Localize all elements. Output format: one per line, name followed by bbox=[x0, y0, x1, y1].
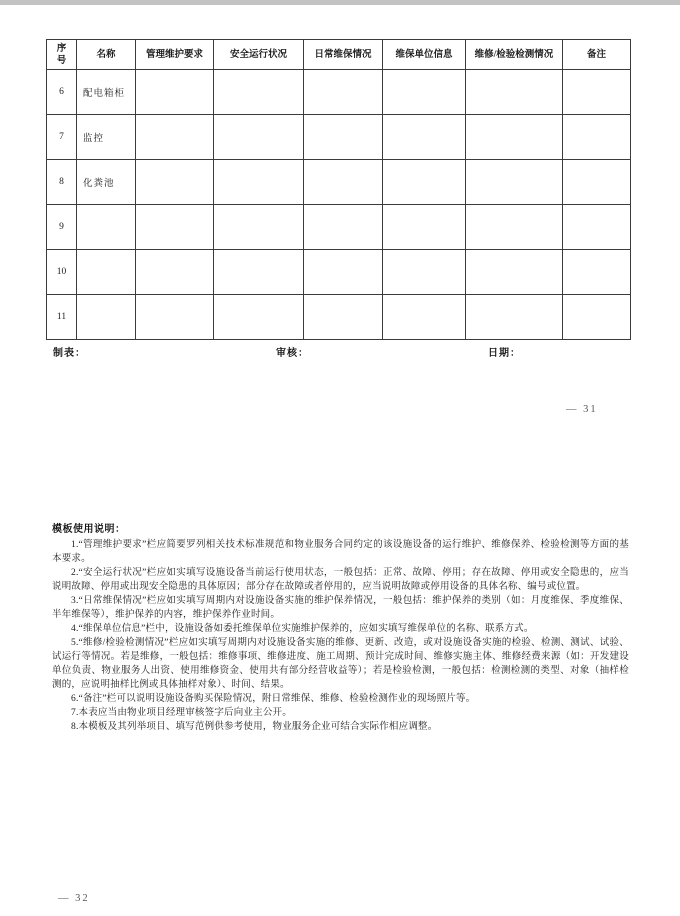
instruction-item: 6.“备注”栏可以说明设施设备购买保险情况，附日常维保、维修、检验检测作业的现场照片等。 bbox=[71, 694, 476, 704]
table-cell bbox=[304, 295, 383, 340]
table-cell bbox=[466, 115, 563, 160]
table-cell bbox=[304, 250, 383, 295]
maker-label: 制表： bbox=[53, 348, 86, 359]
row-number-cell: 6 bbox=[47, 70, 77, 115]
instruction-item: 7.本表应当由物业项目经理审核签字后向业主公开。 bbox=[71, 708, 292, 718]
equipment-name-cell bbox=[77, 250, 136, 295]
table-cell bbox=[563, 115, 631, 160]
instruction-item: 5.“维修/检验检测情况”栏应如实填写周期内对设施设备实施的维修、更新、改造，或对设施设备实施的检验、检测、测试、试验、试运行等情况。若是维修，一般包括：维修事项、维修进度、施工周期、预计完成时间、维修实施主体、维修经费来源（如：开发建设单位负责、物业服务人出资、使用维修资金、使用共有部分经营收益等）；若是检验检测，一般包括：检测检测的类型、对象（抽样检测的，应说明抽样比例或具体抽样对象）、时间、结果。 bbox=[52, 638, 629, 690]
table-cell bbox=[136, 250, 214, 295]
table-cell bbox=[563, 70, 631, 115]
page-top-edge bbox=[0, 0, 680, 5]
table-header-row bbox=[47, 40, 631, 70]
table-cell bbox=[466, 205, 563, 250]
table-cell bbox=[466, 250, 563, 295]
table-cell bbox=[304, 115, 383, 160]
table-cell bbox=[466, 70, 563, 115]
page-number-32: — 32 bbox=[58, 893, 90, 904]
equipment-name-cell bbox=[77, 205, 136, 250]
table-cell bbox=[383, 115, 466, 160]
row-number-cell: 11 bbox=[47, 295, 77, 340]
column-header-safe-operation: 安全运行状况 bbox=[214, 40, 304, 70]
table-row bbox=[47, 205, 631, 250]
instruction-item: 2.“安全运行状况”栏应如实填写设施设备当前运行使用状态，一般包括：正常、故障、停用；存在故障、停用或安全隐患的，应当说明故障、停用或出现安全隐患的具体原因；部分存在故障或者停用的，应当说明故障或停用设备的具体名称、编号或位置。 bbox=[52, 568, 629, 592]
instruction-item: 3.“日常维保情况”栏应如实填写周期内对设施设备实施的维护保养情况，一般包括：维护保养的类别（如：月度维保、季度维保、半年维保等），维护保养的内容，维护保养作业时间。 bbox=[52, 596, 629, 620]
column-header-mgmt-requirements: 管理维护要求 bbox=[136, 40, 214, 70]
table-cell bbox=[214, 250, 304, 295]
table-cell bbox=[563, 160, 631, 205]
table-cell bbox=[383, 205, 466, 250]
table-cell bbox=[304, 70, 383, 115]
instruction-item: 1.“管理维护要求”栏应简要罗列相关技术标准规范和物业服务合同约定的该设施设备的运行维护、维修保养、检验检测等方面的基本要求。 bbox=[52, 540, 629, 564]
table-cell bbox=[136, 295, 214, 340]
row-number-cell: 9 bbox=[47, 205, 77, 250]
column-header-name: 名称 bbox=[77, 40, 136, 70]
table-cell bbox=[136, 205, 214, 250]
table-cell bbox=[214, 205, 304, 250]
equipment-name-cell: 监控 bbox=[77, 115, 136, 160]
table-cell bbox=[563, 250, 631, 295]
table-cell bbox=[383, 250, 466, 295]
table-cell bbox=[304, 160, 383, 205]
table-cell bbox=[563, 205, 631, 250]
table-cell bbox=[466, 295, 563, 340]
instruction-item: 4.“维保单位信息”栏中，设施设备如委托维保单位实施维护保养的，应如实填写维保单位的名称、联系方式。 bbox=[71, 624, 534, 634]
table-cell bbox=[214, 70, 304, 115]
page-number-31: — 31 bbox=[566, 404, 598, 415]
table-cell bbox=[466, 160, 563, 205]
table-row bbox=[47, 295, 631, 340]
signature-row bbox=[0, 344, 680, 358]
column-header-repair-inspection: 维修/检验检测情况 bbox=[466, 40, 563, 70]
table-cell bbox=[214, 295, 304, 340]
table-cell bbox=[214, 115, 304, 160]
table-row bbox=[47, 160, 631, 205]
table-row bbox=[47, 250, 631, 295]
review-label: 审核： bbox=[276, 348, 309, 359]
instruction-item: 8.本模板及其列举项目、填写范例供参考使用，物业服务企业可结合实际作相应调整。 bbox=[71, 722, 438, 732]
column-header-number: 序号 bbox=[47, 40, 77, 70]
table-cell bbox=[383, 160, 466, 205]
date-label: 日期： bbox=[488, 348, 521, 359]
instructions-title: 模板使用说明： bbox=[52, 524, 126, 535]
table-row bbox=[47, 115, 631, 160]
equipment-name-cell: 化粪池 bbox=[77, 160, 136, 205]
column-header-vendor-info: 维保单位信息 bbox=[383, 40, 466, 70]
table-cell bbox=[136, 115, 214, 160]
table-cell bbox=[136, 160, 214, 205]
row-number-cell: 10 bbox=[47, 250, 77, 295]
equipment-name-cell: 配电箱柜 bbox=[77, 70, 136, 115]
table-cell bbox=[304, 205, 383, 250]
template-instructions bbox=[52, 520, 629, 734]
column-header-remarks: 备注 bbox=[563, 40, 631, 70]
table-cell bbox=[383, 70, 466, 115]
table-row bbox=[47, 70, 631, 115]
equipment-maintenance-table bbox=[46, 39, 631, 340]
table-cell bbox=[136, 70, 214, 115]
column-header-daily-maintenance: 日常维保情况 bbox=[304, 40, 383, 70]
row-number-cell: 7 bbox=[47, 115, 77, 160]
row-number-cell: 8 bbox=[47, 160, 77, 205]
equipment-name-cell bbox=[77, 295, 136, 340]
table-cell bbox=[214, 160, 304, 205]
table-cell bbox=[383, 295, 466, 340]
table-cell bbox=[563, 295, 631, 340]
